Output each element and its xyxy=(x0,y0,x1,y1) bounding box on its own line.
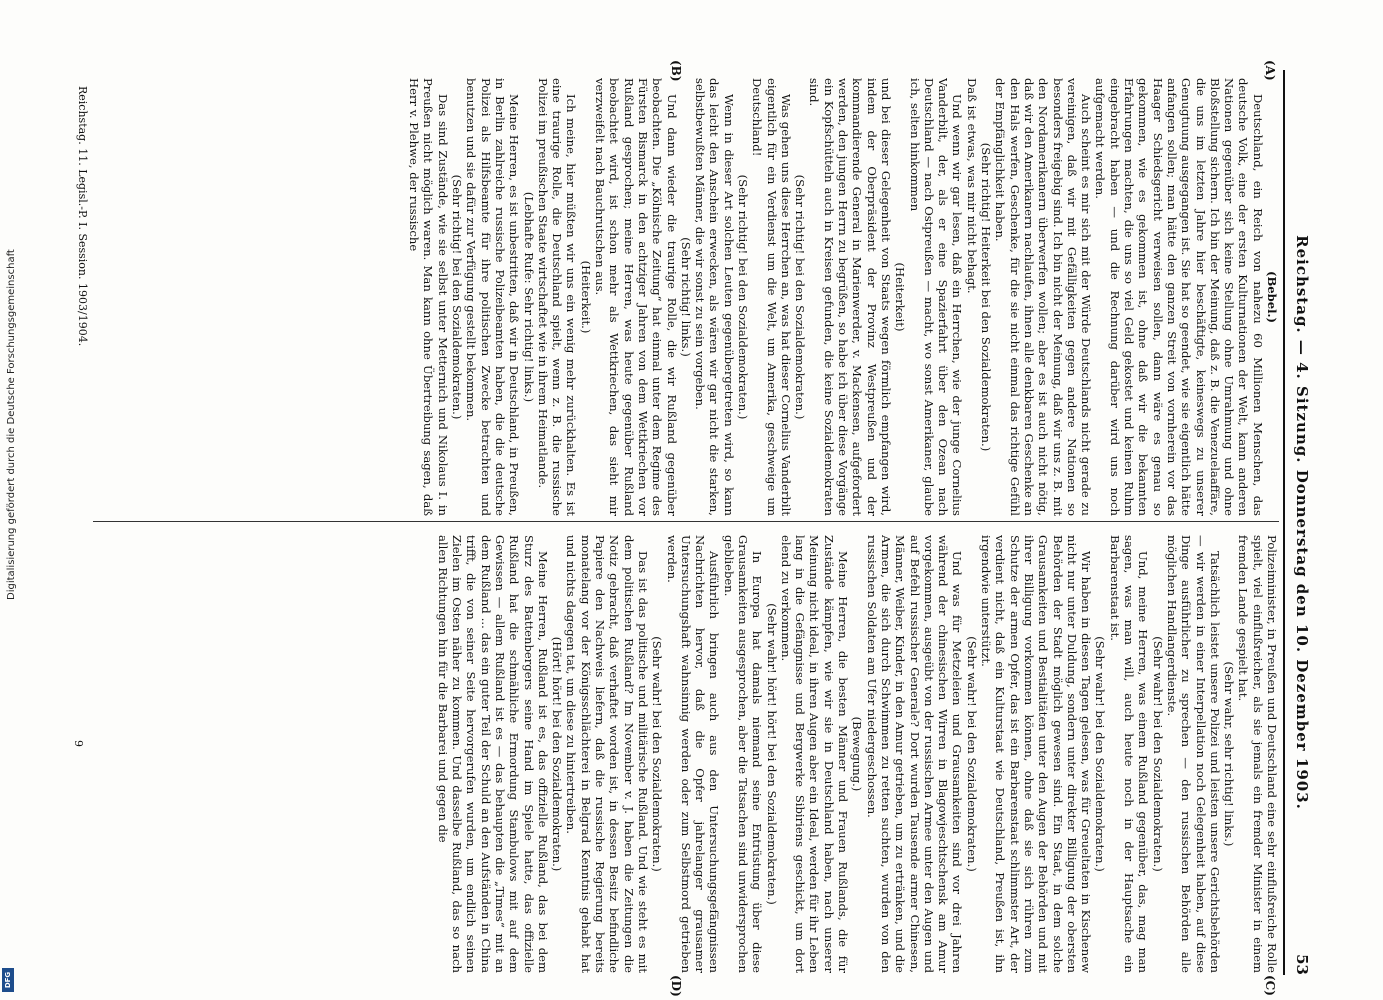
right-text-column xyxy=(89,535,1279,973)
header-rule xyxy=(1283,70,1285,975)
paragraph: In Europa hat damals niemand seine Entrüstung über diese Grausamkeiten ausgesprochen, aber die Tatsachen sind unwidersprochen geblieben. xyxy=(721,535,765,973)
interjection: (Sehr richtig! Heiterkeit bei den Sozialdemokraten.) xyxy=(979,142,994,452)
interjection: (Sehr richtig! links.) xyxy=(678,237,693,357)
paragraph: Ausführlich bringen auch aus den Untersuchungsgefängnissen Nachrichten hervor, daß die Opfer jahrelanger grausamer Untersuchungshaft wahnsinnig werden oder zum Selbstmord getrieben werden. xyxy=(664,535,722,973)
paragraph: Auch scheint es mir sich mit der Würde Deutschlands nicht gerade zu vereinigen, daß wir mit Gefälligkeiten gegen andere Nationen so besonders freigebig sind. Ich bin nicht der Meinung, daß wir uns z. B. mit den Nordamerikanern überwerfen wollen; aber es ist auch nicht nötig, daß wir den Amerikanern nachlaufen, ihnen alle denkbaren Geschenke an den Hals werfen, Geschenke, für die sie nicht einmal das richtige Gefühl der Empfänglichkeit haben. xyxy=(993,78,1094,516)
margin-marker-a: (A) xyxy=(1263,60,1277,81)
interjection: (Sehr wahr! bei den Sozialdemokraten.) xyxy=(1093,636,1108,872)
margin-marker-d: (D) xyxy=(669,975,683,997)
interjection: (Sehr richtig! bei den Sozialdemokraten.) xyxy=(793,174,808,420)
paragraph: Meine Herren, Rußland ist es, das offizielle Rußland, das bei dem Sturz des Battenbergers seine Hand im Spiele hatte, das offizielle Rußland hat die schmähliche Ermordung Stambulows mit auf dem Gewissen — allem Rußland ist es — das behaupten die „Times“ mit an dem Rußland ... das ein guter Teil der Schuld an den Aufständen in China trifft, die von seiner Seite hervorgerufen wurden, um endlich seinen Zielen im Osten näher zu kommen. Und dasselbe Rußland, das so nach allen Richtungen hin für die Barbarei und gegen die xyxy=(435,535,550,973)
speaker-name: (Bebel.) xyxy=(1265,270,1279,324)
digitization-credit: Digitalisierung gefördert durch die Deutsche Forschungsgemeinschaft xyxy=(6,249,17,600)
interjection: (Sehr richtig! bei den Sozialdemokraten.) xyxy=(736,174,751,420)
footer-sheet-number: 9 xyxy=(72,740,85,747)
interjection: (Hört! hört! bei den Sozialdemokraten.) xyxy=(550,636,565,872)
interjection: (Sehr wahr! bei den Sozialdemokraten.) xyxy=(650,636,665,872)
interjection: (Heiterkeit) xyxy=(893,262,908,332)
interjection: (Sehr wahr, sehr richtig! links.) xyxy=(1222,661,1237,847)
paragraph: und bei dieser Gelegenheit von Staats wegen förmlich empfangen wird, indem der Oberpräsident der Provinz Westpreußen und der kommandierende General in Marienwerder, v. Mackensen, aufgefordert werden, den jungen Herrn zu begrüßen, so habe ich über diese Vorgänge ein Kopfschütteln auch in Kreisen gefunden, die keine Sozialdemokraten sind. xyxy=(807,78,893,516)
paragraph: Ich meine, hier müßten wir uns ein wenig mehr zurückhalten. Es ist eine traurige Rolle, die Deutschland spielt, wenn z. B. die russische Polizei im preußischen Staate wirtschaftet wie in ihrem Heimatlande. xyxy=(535,78,579,516)
footer-session-info: Reichstag. 11. Legisl.-P. I. Session. 1903/1904. xyxy=(76,86,89,347)
interjection: (Lebhafte Rufe: Sehr richtig! links.) xyxy=(521,191,536,403)
interjection: (Heiterkeit.) xyxy=(578,260,593,334)
paragraph: Das ist das politische und militärische Rußland. Und wie steht es mit dem politischen Rußland? Im November v. J. haben die Zeitungen die Notiz gebracht, daß verhaftet worden ist, in dessen Besitz befindliche Papiere den Nachweis liefern, daß die russische Regierung bereits monatelang vor der Königsschlächterei in Belgrad Kenntnis gehabt hat und nichts dagegen tat, um diese zu hintertreiben. xyxy=(564,535,650,973)
paragraph: Daß ist etwas, was mir nicht behagt. xyxy=(964,78,979,294)
paragraph: Polizeiminister, in Preußen und Deutschland eine sehr einflußreiche Rolle spielt, viel einflußreicher, als sie jemals ein fremder Minister in einem fremden Lande gespielt hat. xyxy=(1236,535,1279,973)
column-separator xyxy=(93,521,1279,522)
page-number: 53 xyxy=(1293,954,1311,975)
paragraph: Und, meine Herren, was einem Rußland gegenüber, das, mag man sagen, was man will, auch heute noch in der Hauptsache ein Barbarenstaat ist. xyxy=(1107,535,1151,973)
margin-marker-b: (B) xyxy=(669,60,683,82)
paragraph: Und wenn wir gar lesen, daß ein Herrchen, wie der junge Cornelius Vanderbilt, der, als er eine Spazierfahrt über den Ozean nach Deutschland — nach Ostpreußen — macht, wo sonst Amerikaner, glaube ich, selten hinkommen xyxy=(907,78,965,516)
paragraph: Wir haben in diesen Tagen gelesen, was für Greueltaten in Kischenew nicht nur unter Duldung, sondern unter direkter Billigung der obersten Behörden der Stadt möglich gewesen sind. Ein Staat, in dem solche Grausamkeiten und Bestialitäten unter den Augen der Behörden und mit ihrer Billigung vorkommen können, ohne daß sie sich rühren zum Schutze der armen Opfer, das ist ein Barbarenstaat schlimmster Art, der verdient nicht, daß ein Kulturstaat wie Deutschland, Preußen ist, ihn irgendwie unterstützt. xyxy=(979,535,1094,973)
dfg-logo-text: DFG xyxy=(4,971,12,989)
paragraph: Meine Herren, es ist unbestritten, daß wir in Deutschland, in Preußen, in Berlin zahlreiche russische Polizeibeamten haben, die die deutsche Polizei als Hilfsbeamte für ihre politischen Zwecke betrachten und benutzen und sie dafür zur Verfügung gestellt bekommen. xyxy=(464,78,522,516)
paragraph: Wenn in dieser Art solchen Leuten gegenübergetreten wird, so kann das leicht den Anschein erwecken, als wären wir gar nicht die starken, selbstbewußten Männer, die wir sonst zu sein vorgeben. xyxy=(693,78,736,516)
paragraph: Und dann wieder die traurige Rolle, die wir Rußland gegenüber beobachten. Die „Kölnische Zeitung“ hat einmal unter dem Regime des Fürsten Bismarck in den achtziger Jahren von dem Wettkriechen vor Rußland gesprochen; meine Herren, was heute gegenüber Rußland beobachtet wird, ist schon mehr als Wettkriechen, das sieht mir verzweifelt nach Bauchrutschen aus. xyxy=(593,78,679,516)
left-text-column xyxy=(89,78,1279,516)
paragraph: Meine Herren, die besten Männer und Frauen Rußlands, die für Zustände kämpfen, wie wir sie in Deutschland haben, nach unserer Meinung nicht ideal, in ihren Augen aber ein Ideal, werden für ihr Leben lang in die Gefängnisse und Bergwerke Sibiriens geschickt, um dort elend zu verkommen. xyxy=(778,535,851,973)
paragraph: Das sind Zustände, wie sie selbst unter Metternich und Nikolaus I. in Preußen nicht möglich waren. Man kann ohne Übertreibung sagen, daß Herr v. Plehwe, der russische xyxy=(407,78,450,516)
header-title: Reichstag. — 4. Sitzung. Donnerstag den 10. Dezember 1903. xyxy=(1293,235,1311,810)
interjection: (Bewegung.) xyxy=(850,716,865,792)
margin-marker-c: (C) xyxy=(1263,975,1277,996)
paragraph: Was gehen uns diese Herrchen an, was hat dieser Cornelius Vanderbilt eigentlich für ein Verdienst um die Welt, um Amerika, geschweige um Deutschland! xyxy=(750,78,793,516)
interjection: (Sehr wahr! bei den Sozialdemokraten.) xyxy=(1150,636,1165,872)
interjection: (Sehr wahr! hört! hört! bei den Sozialdemokraten.) xyxy=(764,603,779,905)
interjection: (Sehr richtig! bei den Sozialdemokraten.) xyxy=(450,174,465,420)
page-header xyxy=(1289,70,1311,975)
paragraph: Und was für Metzeleien und Grausamkeiten sind vor drei Jahren während der chinesischen Wirren in Blagowjeschtschensk am Amur vorgekommen, ausgeübt von der russischen Armee unter den Augen und auf Befehl russischer Generale? Dort wurden Tausende armer Chinesen, Männer, Weiber, Kinder, in den Amur getrieben, um zu ertränken, und die Armen, die sich durch Schwimmen zu retten suchten, wurden von den russischen Soldaten am Ufer niedergeschossen. xyxy=(864,535,965,973)
paragraph: Tatsächlich leistet unsere Polizei und leisten unsere Gerichtsbehörden — wir werden in einer Interpellation noch Gelegenheit haben, auf diese Dinge ausführlicher zu sprechen — den russischen Behörden alle möglichen Handlangerdienste. xyxy=(1164,535,1222,973)
interjection: (Sehr wahr! bei den Sozialdemokraten.) xyxy=(964,636,979,872)
paragraph: Deutschland, ein Reich von nahezu 60 Millionen Menschen, das deutsche Volk, eine der ersten Kulturnationen der Welt, kann anderen Nationen gegenüber sich keine Stellung ohne Umrahmung und ohne Bloßstellung sichern. Ich bin der Meinung, daß z. B. die Venezuelaaffäre, die uns im letzten Jahre hier beschäftigte, keineswegs zu unserer Genugtuung ausgegangen ist. Sie hat so geendet, wie sie eigentlich hätte anfangen sollen; man hätte den ganzen Streit von vornherein vor das Haager Schiedsgericht verweisen sollen, dann wäre es genau so gekommen, wie es gekommen ist, ohne daß wir die bekannten Erfahrungen machten, die uns so viel Geld gekostet und keinen Ruhm eingebracht haben — und die Rechnung darüber wird uns noch aufgemacht werden. xyxy=(1093,78,1265,516)
